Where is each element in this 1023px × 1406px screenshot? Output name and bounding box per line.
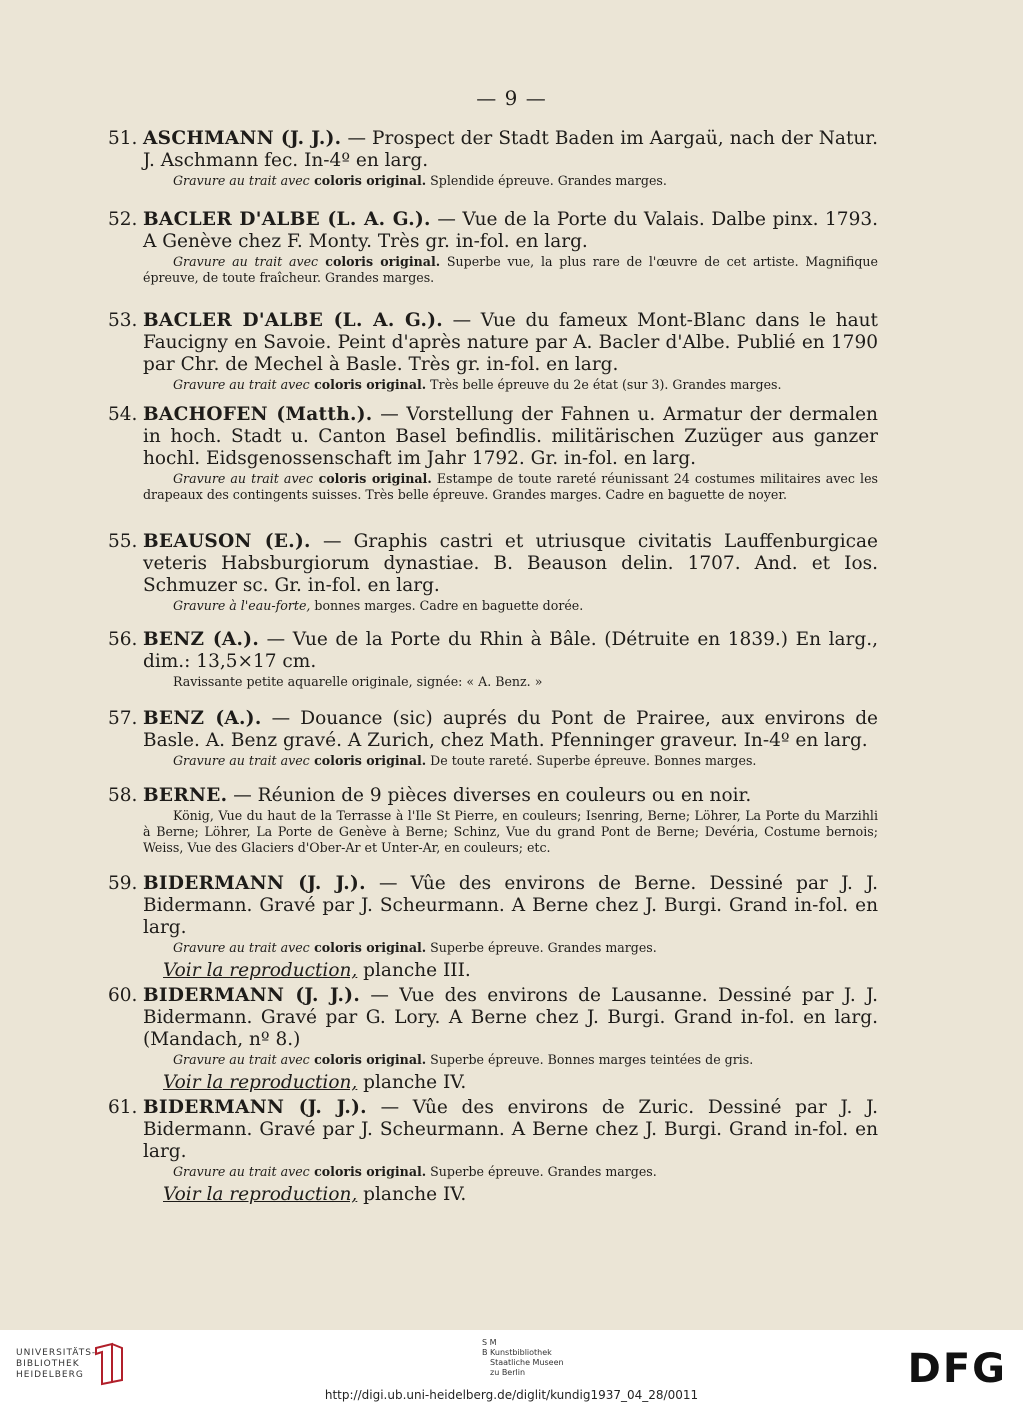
- note-text: Estampe de toute rareté réunissant 24 costumes militaires avec les drapeaux des contingents suisses. Très belle épreuve. Grandes marges. Cadre en baguette de noyer.: [143, 471, 878, 502]
- note-bold: coloris original.: [318, 254, 441, 269]
- catalog-entry-55: [108, 531, 878, 614]
- entry-description: — Vue des environs de Lausanne. Dessiné par J. J. Bidermann. Gravé par G. Lory. A Berne chez J. Burgi. Grand in-fol. en larg. (Mandach, nº 8.): [143, 985, 878, 1050]
- entry-number: 60.: [108, 985, 138, 1006]
- entry-number: 57.: [108, 708, 138, 729]
- uni-line-1: UNIVERSITÄTS-: [16, 1348, 97, 1358]
- note-italic: Gravure à l'eau-forte,: [173, 598, 311, 613]
- catalog-entry-58: [108, 785, 878, 856]
- entry-number: 61.: [108, 1097, 138, 1118]
- university-library-label: [16, 1348, 96, 1381]
- entry-description: — Vue du fameux Mont-Blanc dans le haut Faucigny en Savoie. Peint d'après nature par A. Bacler d'Albe. Publié en 1790 par Chr. de Mechel à Basle. Très gr. in-fol. en larg.: [143, 310, 878, 375]
- catalog-entry-59: [108, 873, 878, 983]
- entry-author: BACLER D'ALBE (L. A. G.).: [143, 209, 431, 230]
- catalog-entry-61: [108, 1097, 878, 1207]
- uni-line-3: HEIDELBERG: [16, 1370, 84, 1380]
- note-text: Superbe épreuve. Bonnes marges teintées de gris.: [426, 1052, 754, 1067]
- note-italic: Gravure au trait avec: [173, 940, 310, 955]
- entry-note: [143, 173, 878, 189]
- entry-description: — Vûe des environs de Berne. Dessiné par J. J. Bidermann. Gravé par J. Scheurmann. A Berne chez J. Burgi. Grand in-fol. en larg.: [143, 873, 878, 938]
- note-bold: coloris original.: [309, 1052, 427, 1067]
- smb-line-1: S M: [482, 1338, 497, 1347]
- note-text: Ravissante petite aquarelle originale, signée: « A. Benz. »: [173, 674, 543, 689]
- catalog-entry-53: [108, 310, 878, 393]
- note-bold: coloris original.: [309, 1164, 427, 1179]
- entry-note: [143, 471, 878, 503]
- dfg-logo: DFG: [907, 1346, 1007, 1392]
- entry-note: [143, 753, 878, 769]
- note-italic: Gravure au trait avec: [173, 753, 310, 768]
- entry-text: [143, 128, 878, 172]
- note-italic: Gravure au trait avec: [173, 377, 310, 392]
- entry-description: — Vûe des environs de Zuric. Dessiné par J. J. Bidermann. Gravé par J. Scheurmann. A Berne chez J. Burgi. Grand in-fol. en larg.: [143, 1097, 878, 1162]
- note-bold: coloris original.: [313, 471, 432, 486]
- heidelberg-logo-icon: [92, 1342, 126, 1386]
- entry-author: ASCHMANN (J. J.).: [143, 128, 342, 149]
- note-italic: Gravure au trait avec: [173, 1164, 310, 1179]
- entry-text: [143, 404, 878, 470]
- entry-note: [143, 1052, 878, 1068]
- entry-number: 56.: [108, 629, 138, 650]
- catalog-entry-60: [108, 985, 878, 1095]
- entry-text: [143, 629, 878, 673]
- entry-description: — Vue de la Porte du Rhin à Bâle. (Détruite en 1839.) En larg., dim.: 13,5×17 cm.: [143, 629, 878, 672]
- note-italic: Gravure au trait avec: [173, 1052, 310, 1067]
- entry-text: [143, 985, 878, 1051]
- entry-text: [143, 531, 878, 597]
- smb-line-4: zu Berlin: [490, 1368, 526, 1377]
- catalog-entry-52: [108, 209, 878, 286]
- note-text: Très belle épreuve du 2e état (sur 3). Grandes marges.: [426, 377, 782, 392]
- catalog-entry-56: [108, 629, 878, 690]
- entry-description: — Graphis castri et utriusque civitatis Lauffenburgicae veteris Habsburgiorum dynastiae. B. Beauson delin. 1707. And. et Ios. Schmuzer sc. Gr. in-fol. en larg.: [143, 531, 878, 596]
- entry-number: 53.: [108, 310, 138, 331]
- entry-note: [143, 1164, 878, 1180]
- entry-author: BACLER D'ALBE (L. A. G.).: [143, 310, 444, 331]
- entry-number: 59.: [108, 873, 138, 894]
- note-bold: coloris original.: [309, 377, 427, 392]
- catalog-entry-57: [108, 708, 878, 769]
- library-footer: [0, 1330, 1023, 1406]
- note-bold: coloris original.: [309, 173, 427, 188]
- note-bold: coloris original.: [309, 940, 427, 955]
- reproduction-reference: [163, 959, 878, 983]
- entry-number: 52.: [108, 209, 138, 230]
- entry-author: BENZ (A.).: [143, 708, 262, 729]
- entry-number: 54.: [108, 404, 138, 425]
- entry-number: 58.: [108, 785, 138, 806]
- catalog-entry-51: [108, 128, 878, 189]
- entry-note: [143, 377, 878, 393]
- entry-note: [143, 674, 878, 690]
- note-text: Splendide épreuve. Grandes marges.: [426, 173, 667, 188]
- entry-author: BENZ (A.).: [143, 629, 260, 650]
- entry-note: [143, 808, 878, 856]
- reproduction-link[interactable]: Voir la reproduction,: [163, 1184, 358, 1205]
- source-url[interactable]: http://digi.ub.uni-heidelberg.de/diglit/kundig1937_04_28/0011: [324, 1388, 699, 1402]
- entry-number: 51.: [108, 128, 138, 149]
- entry-author: BIDERMANN (J. J.).: [143, 1097, 367, 1118]
- note-text: Superbe épreuve. Grandes marges.: [426, 1164, 657, 1179]
- entry-number: 55.: [108, 531, 138, 552]
- entry-author: BIDERMANN (J. J.).: [143, 985, 361, 1006]
- note-text: Superbe épreuve. Grandes marges.: [426, 940, 657, 955]
- entry-note: [143, 254, 878, 286]
- plate-number: planche IV.: [357, 1184, 467, 1205]
- plate-number: planche IV.: [357, 1072, 467, 1093]
- note-text: Superbe vue, la plus rare de l'œuvre de cet artiste. Magnifique épreuve, de toute fraîcheur. Grandes marges.: [143, 254, 878, 285]
- note-bold: coloris original.: [309, 753, 427, 768]
- catalog-entry-54: [108, 404, 878, 503]
- note-italic: Gravure au trait avec: [173, 254, 319, 269]
- smb-line-2: B Kunstbibliothek: [482, 1348, 552, 1357]
- note-italic: Gravure au trait avec: [173, 471, 314, 486]
- entry-text: [143, 1097, 878, 1163]
- note-text: König, Vue du haut de la Terrasse à l'Ile St Pierre, en couleurs; Isenring, Berne; Löhrer, La Porte du Marzihli à Berne; Löhrer, La Porte de Genève à Berne; Schinz, Vue du grand Pont de Berne; Devéria, Costume bernois; Weiss, Vue des Glaciers d'Ober-Ar et Unter-Ar, en couleurs; etc.: [143, 808, 878, 855]
- note-text: De toute rareté. Superbe épreuve. Bonnes marges.: [426, 753, 757, 768]
- note-text: bonnes marges. Cadre en baguette dorée.: [310, 598, 584, 613]
- entry-description: — Prospect der Stadt Baden im Aargaü, nach der Natur. J. Aschmann fec. In-4º en larg.: [143, 128, 878, 171]
- note-italic: Gravure au trait avec: [173, 173, 310, 188]
- entry-text: [143, 209, 878, 253]
- reproduction-reference: [163, 1071, 878, 1095]
- entry-note: [143, 940, 878, 956]
- reproduction-link[interactable]: Voir la reproduction,: [163, 1072, 358, 1093]
- entry-text: [143, 785, 878, 807]
- entry-description: — Vue de la Porte du Valais. Dalbe pinx. 1793. A Genève chez F. Monty. Très gr. in-fol. en larg.: [143, 209, 878, 252]
- entry-description: — Douance (sic) auprés du Pont de Prairee, aux environs de Basle. A. Benz gravé. A Zurich, chez Math. Pfenninger graveur. In-4º en larg.: [143, 708, 878, 751]
- entry-text: [143, 708, 878, 752]
- entry-description: — Vorstellung der Fahnen u. Armatur der dermalen in hoch. Stadt u. Canton Basel befindlis. militärischen Zuzüger aus ganzer hochl. Eidsgenossenschaft im Jahr 1792. Gr. in-fol. en larg.: [143, 404, 878, 469]
- entry-author: BEAUSON (E.).: [143, 531, 311, 552]
- kunstbibliothek-label: [482, 1338, 564, 1378]
- entry-note: [143, 598, 878, 614]
- reproduction-link[interactable]: Voir la reproduction,: [163, 960, 358, 981]
- reproduction-reference: [163, 1183, 878, 1207]
- smb-line-3: Staatliche Museen: [490, 1358, 564, 1367]
- uni-line-2: BIBLIOTHEK: [16, 1359, 80, 1369]
- plate-number: planche III.: [357, 960, 471, 981]
- entry-author: BERNE.: [143, 785, 228, 806]
- entry-author: BIDERMANN (J. J.).: [143, 873, 366, 894]
- entry-text: [143, 873, 878, 939]
- entry-text: [143, 310, 878, 376]
- entry-description: — Réunion de 9 pièces diverses en couleurs ou en noir.: [227, 785, 752, 806]
- page-number: — 9 —: [476, 86, 547, 110]
- entry-author: BACHOFEN (Matth.).: [143, 404, 373, 425]
